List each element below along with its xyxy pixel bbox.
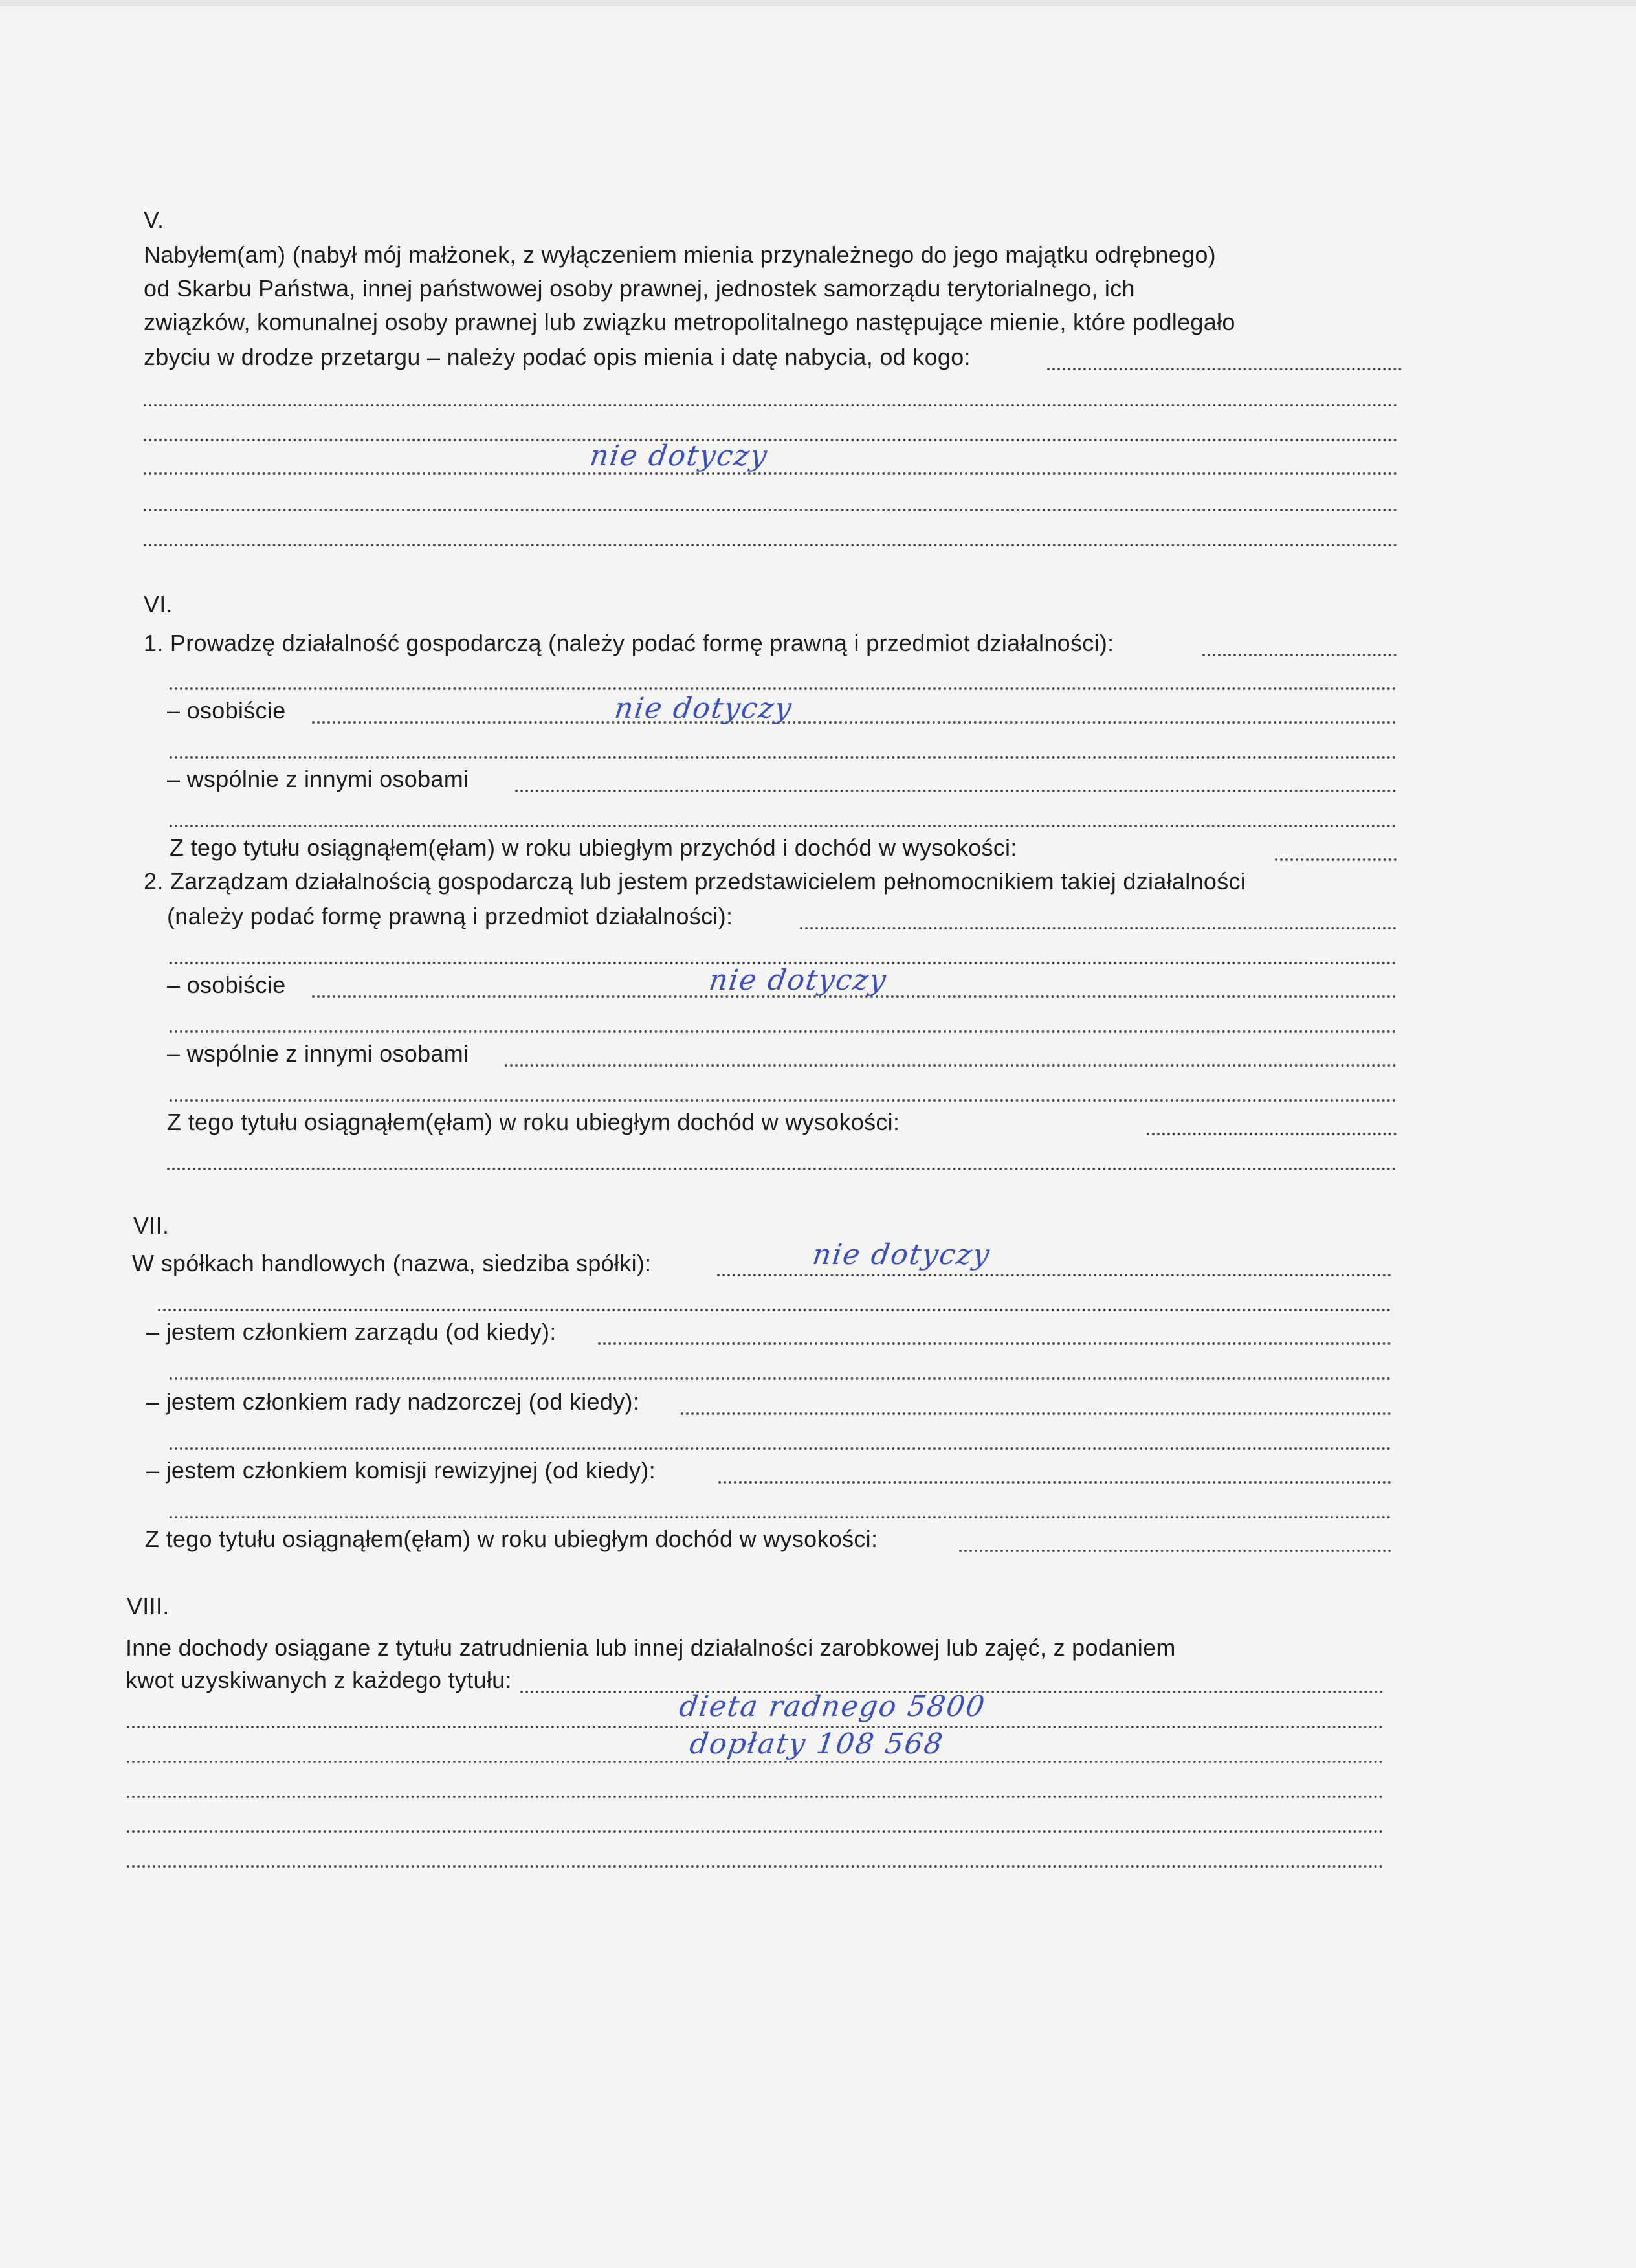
section-vi-heading: VI. [144, 591, 173, 617]
section-v-line3: związków, komunalnej osoby prawnej lub związku metropolitalnego następujące mienie, które podlegało [144, 309, 1235, 335]
section-vi-item2-joint: – wspólnie z innymi osobami [167, 1040, 469, 1067]
section-vi-item2-line2: (należy podać formę prawną i przedmiot działalności): [167, 903, 733, 929]
section-v-line4: zbyciu w drodze przetargu – należy podać opis mienia i datę nabycia, od kogo: [144, 344, 971, 370]
section-vii-dotline [681, 1411, 1391, 1415]
section-vi-item1-answer: nie dotyczy [612, 692, 795, 725]
section-vi-dotline [1275, 857, 1397, 861]
section-vii-dotline [158, 1307, 1391, 1311]
section-vii-dotline [718, 1480, 1391, 1484]
section-vi-dotline [1202, 652, 1397, 656]
section-v-answer: nie dotyczy [588, 439, 770, 472]
section-viii-heading: VIII. [127, 1593, 170, 1619]
section-vi-dotline [170, 1098, 1397, 1102]
section-v-dotline [1047, 366, 1402, 370]
section-viii-dotline [127, 1829, 1384, 1833]
section-viii-line1: Inne dochody osiągane z tytułu zatrudnienia lub innej działalności zarobkowej lub zajęć, z podaniem [126, 1634, 1176, 1661]
section-v-line2: od Skarbu Państwa, innej państwowej osoby prawnej, jednostek samorządu terytorialnego, ich [144, 275, 1135, 302]
section-vii-supervisory: – jestem członkiem rady nadzorczej (od kiedy): [146, 1388, 640, 1415]
section-v-dotline [144, 471, 1398, 475]
section-vii-audit: – jestem członkiem komisji rewizyjnej (od kiedy): [146, 1457, 656, 1484]
section-vi-dotline [167, 1166, 1397, 1170]
section-vii-dotline [170, 1376, 1391, 1380]
section-vii-companies-answer: nie dotyczy [810, 1238, 993, 1271]
section-viii-answer1: dieta radnego 5800 [677, 1690, 988, 1723]
section-vi-item1-personal: – osobiście [167, 697, 286, 724]
section-vii-income: Z tego tytułu osiągnąłem(ęłam) w roku ubiegłym dochód w wysokości: [145, 1526, 878, 1552]
section-v-line1: Nabyłem(am) (nabył mój małżonek, z wyłączeniem mienia przynależnego do jego majątku odrębnego) [144, 241, 1216, 268]
section-vi-item2-personal: – osobiście [167, 972, 286, 998]
section-v-dotline [144, 542, 1398, 546]
section-vi-dotline [505, 1063, 1397, 1067]
section-vi-dotline [312, 720, 1397, 724]
section-vii-dotline [170, 1515, 1391, 1518]
section-vi-dotline [800, 926, 1397, 929]
section-viii-answer2: dopłaty 108 568 [687, 1728, 946, 1761]
section-vii-companies: W spółkach handlowych (nazwa, siedziba spółki): [132, 1250, 652, 1276]
section-vi-dotline [170, 686, 1397, 690]
section-vi-item1-joint: – wspólnie z innymi osobami [167, 766, 469, 792]
section-vi-dotline [515, 788, 1397, 792]
section-vi-item2-income: Z tego tytułu osiągnąłem(ęłam) w roku ubiegłym dochód w wysokości: [167, 1109, 900, 1135]
scan-edge [0, 0, 1636, 6]
section-vii-dotline [717, 1273, 1391, 1276]
section-viii-dotline [127, 1794, 1384, 1798]
section-vii-heading: VII. [133, 1212, 170, 1239]
section-vi-dotline [170, 823, 1397, 827]
section-vi-item1-income: Z tego tytułu osiągnąłem(ęłam) w roku ubiegłym przychód i dochód w wysokości: [170, 834, 1017, 861]
section-v-dotline [144, 403, 1398, 406]
section-vi-dotline [1147, 1131, 1397, 1135]
section-vi-dotline [170, 755, 1397, 759]
section-vii-dotline [959, 1548, 1391, 1552]
section-v-dotline [144, 507, 1398, 511]
section-vi-item2-line1: 2. Zarządzam działalnością gospodarczą lub jestem przedstawicielem pełnomocnikiem takiej działalności [144, 868, 1246, 895]
section-viii-dotline [127, 1864, 1384, 1868]
section-vii-board: – jestem członkiem zarządu (od kiedy): [146, 1318, 557, 1345]
section-v-heading: V. [144, 206, 164, 233]
section-vii-dotline [598, 1341, 1391, 1345]
section-vi-dotline [170, 1029, 1397, 1033]
section-vi-item2-answer: nie dotyczy [707, 964, 889, 997]
section-viii-line2: kwot uzyskiwanych z każdego tytułu: [126, 1667, 512, 1693]
section-v-dotline [144, 438, 1398, 441]
section-vi-item1: 1. Prowadzę działalność gospodarczą (należy podać formę prawną i przedmiot działalności): [144, 630, 1114, 656]
section-vii-dotline [170, 1446, 1391, 1450]
